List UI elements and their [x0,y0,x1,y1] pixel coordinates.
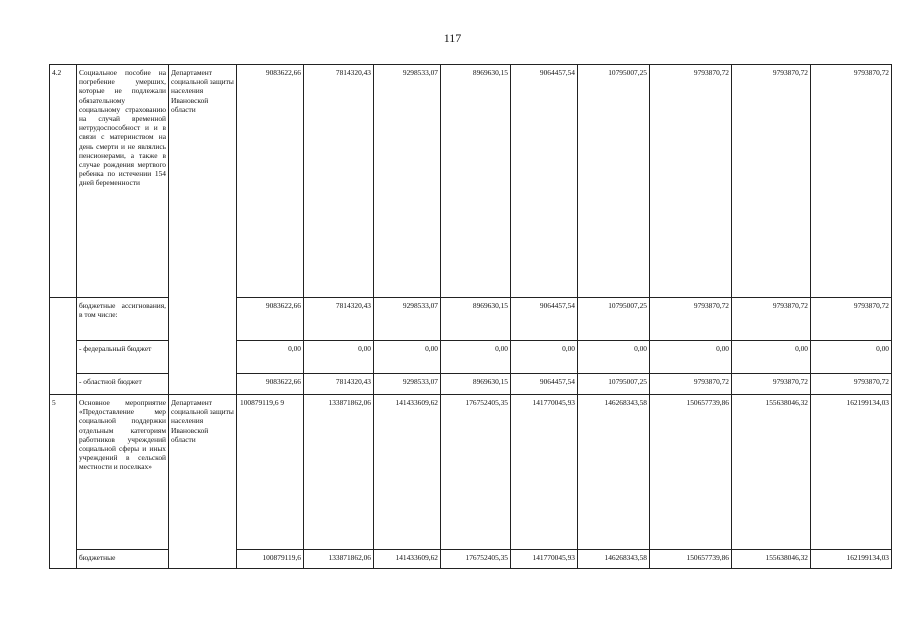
value-cell: 9298533,07 [374,374,441,395]
value-cell: 9298533,07 [374,65,441,298]
value-cell: 0,00 [811,341,892,374]
value-cell: 10795007,25 [578,374,650,395]
value-cell: 0,00 [732,341,811,374]
value-cell: 9793870,72 [811,374,892,395]
value-cell: 150657739,86 [650,550,732,569]
value-cell: 9083622,66 [237,65,304,298]
value-cell: 9064457,54 [511,65,578,298]
value-cell: 0,00 [304,341,374,374]
row-executor: Департамент социальной защиты населения Ивановской области [169,395,237,569]
value-cell: 0,00 [578,341,650,374]
row-description: бюджетные ассигнования, в том числе: [77,298,169,341]
value-cell: 155638046,32 [732,395,811,550]
page-number: 117 [443,31,462,45]
value-cell: 100879119,6 9 [237,395,304,550]
value-cell: 176752405,35 [441,395,511,550]
value-cell: 141770045,93 [511,550,578,569]
value-cell: 9083622,66 [237,374,304,395]
value-cell: 162199134,03 [811,395,892,550]
value-cell: 9793870,72 [732,374,811,395]
value-cell: 141770045,93 [511,395,578,550]
value-cell: 9298533,07 [374,298,441,341]
value-cell: 9083622,66 [237,298,304,341]
value-cell: 146268343,58 [578,395,650,550]
value-cell: 8969630,15 [441,65,511,298]
row-description: - областной бюджет [77,374,169,395]
value-cell: 0,00 [650,341,732,374]
value-cell: 176752405,35 [441,550,511,569]
budget-table [49,64,892,569]
value-cell: 10795007,25 [578,298,650,341]
value-cell: 133871862,06 [304,550,374,569]
row-description: Основное мероприятие «Предоставление мер социальной поддержки отдельным категориям работников учреждений социальной сферы и иных учреждений в сельской местности и поселках» [77,395,169,550]
value-cell: 9793870,72 [732,65,811,298]
value-cell: 9793870,72 [650,374,732,395]
value-cell: 141433609,62 [374,395,441,550]
row-number: 4.2 [50,65,77,298]
value-cell: 9793870,72 [811,65,892,298]
value-cell: 8969630,15 [441,298,511,341]
value-cell: 0,00 [441,341,511,374]
value-cell: 7814320,43 [304,65,374,298]
table-row [50,395,892,550]
value-cell: 100879119,6 [237,550,304,569]
value-cell: 155638046,32 [732,550,811,569]
value-cell: 133871862,06 [304,395,374,550]
value-cell: 7814320,43 [304,298,374,341]
row-executor: Департамент социальной защиты населения Ивановской области [169,65,237,395]
value-cell: 0,00 [511,341,578,374]
value-cell: 162199134,03 [811,550,892,569]
value-cell: 150657739,86 [650,395,732,550]
value-cell: 0,00 [374,341,441,374]
value-cell: 8969630,15 [441,374,511,395]
value-cell: 9793870,72 [811,298,892,341]
value-cell: 10795007,25 [578,65,650,298]
value-cell: 146268343,58 [578,550,650,569]
value-cell: 141433609,62 [374,550,441,569]
row-description: - федеральный бюджет [77,341,169,374]
value-cell: 9793870,72 [650,65,732,298]
row-description: Социальное пособие на погребение умерших, которые не подлежали обязательному социальному страхованию на случай временной нетрудоспособност и и в связи с материнством на день смерти и не являлись пенсионерами, а также в случае рождения мертвого ребенка по истечении 154 дней беременности [77,65,169,298]
value-cell: 9793870,72 [732,298,811,341]
value-cell: 9793870,72 [650,298,732,341]
row-number: 5 [50,395,77,569]
table-row [50,65,892,298]
value-cell: 7814320,43 [304,374,374,395]
value-cell: 9064457,54 [511,374,578,395]
value-cell: 0,00 [237,341,304,374]
row-description: бюджетные [77,550,169,569]
row-number [50,298,77,395]
value-cell: 9064457,54 [511,298,578,341]
